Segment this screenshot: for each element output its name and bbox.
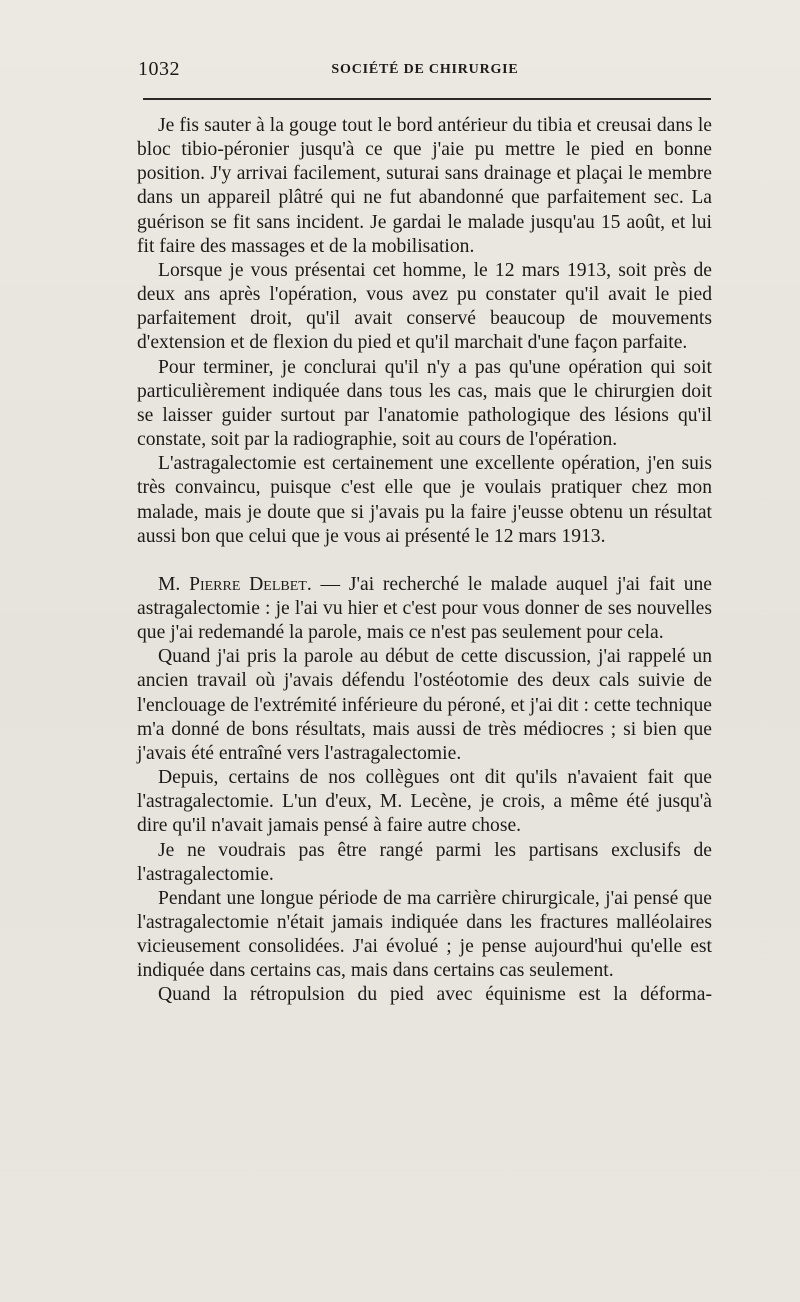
running-title: SOCIÉTÉ DE CHIRURGIE <box>331 62 519 77</box>
paragraph: Lorsque je vous présentai cet homme, le 12 mars 1913, soit près de deux ans après l'opération, vous avez pu constater qu'il avait le pied parfaitement droit, qu'il avait conservé beaucoup de mouvements d'extension et de flexion du pied et qu'il marchait d'une façon parfaite. <box>137 259 712 354</box>
paragraph: Je ne voudrais pas être rangé parmi les partisans exclusifs de l'astragalectomie. <box>137 839 712 885</box>
paragraph-text: — J'ai recherché le malade auquel j'ai fait une astragalectomie : je l'ai vu hier et c'est pour vous donner de ses nouvelles que j'ai redemandé la parole, mais ce n'est pas seulement pour cela. <box>137 573 712 644</box>
paragraph: L'astragalectomie est certainement une excellente opération, j'en suis très convaincu, puisque c'est elle que je voulais pratiquer chez mon malade, mais je doute que si j'avais pu la faire j'eusse obtenu un résultat aussi bon que celui que je vous ai présenté le 12 mars 1913. <box>137 453 712 547</box>
body-text <box>137 114 712 1008</box>
paragraph: Quand la rétropulsion du pied avec équinisme est la déforma- <box>158 984 712 1006</box>
paragraph: Pour terminer, je conclurai qu'il n'y a pas qu'une opération qui soit particulièrement indiquée dans tous les cas, mais que le chirurgien doit se laisser guider surtout par l'anatomie pathologique des lésions qu'il constate, soit par la radiographie, soit au cours de l'opération. <box>137 356 712 451</box>
paragraph: Depuis, certains de nos collègues ont dit qu'ils n'avaient fait que l'astragalectomie. L'un d'eux, M. Lecène, je crois, a même été jusqu'à dire qu'il n'avait jamais pensé à faire autre chose. <box>137 767 712 837</box>
page-number: 1032 <box>138 58 180 80</box>
paragraph-delbet <box>137 573 712 645</box>
speaker-name: M. Pierre Delbet. <box>158 573 312 595</box>
paragraph: Je fis sauter à la gouge tout le bord antérieur du tibia et creusai dans le bloc tibio-péronier jusqu'à ce que j'aie pu mettre le pied en bonne position. J'y arrivai facilement, suturai sans drainage et plaçai le membre dans un appareil plâtré qui ne fut abandonné que parfaitement sec. La guérison se fit sans incident. Je gardai le malade jusqu'au 15 août, et lui fit faire des massages et de la mobilisation. <box>137 115 712 257</box>
page-header <box>138 58 712 88</box>
header-rule <box>143 98 711 100</box>
paragraph: Quand j'ai pris la parole au début de cette discussion, j'ai rappelé un ancien travail où j'avais défendu l'ostéotomie des deux cals suivie de l'enclouage de l'extrémité inférieure du péroné, et j'ai dit : cette technique m'a donné de bons résultats, mais aussi de très médiocres ; si bien que j'avais été entraîné vers l'astragalectomie. <box>137 646 712 764</box>
paragraph: Pendant une longue période de ma carrière chirurgicale, j'ai pensé que l'astragalectomie n'était jamais indiquée dans les fractures malléolaires vicieusement consolidées. J'ai évolué ; je pense aujourd'hui qu'elle est indiquée dans certains cas, mais dans certains cas seulement. <box>137 887 712 982</box>
